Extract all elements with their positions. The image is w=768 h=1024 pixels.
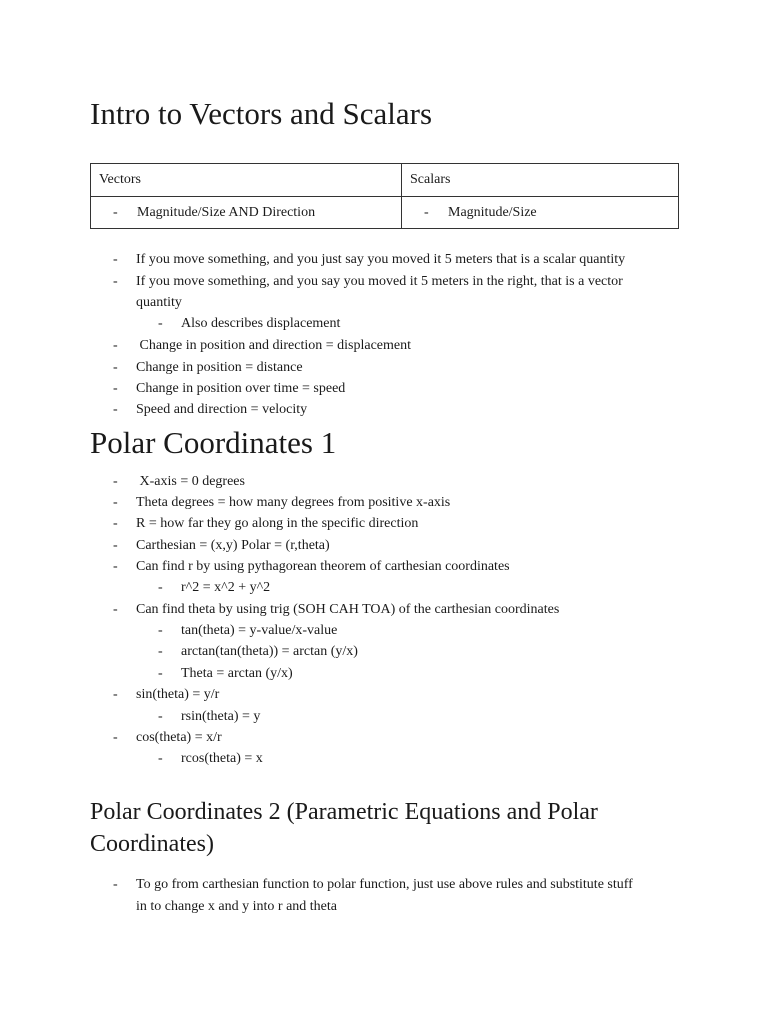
list-item-text: X-axis = 0 degrees [136,474,245,489]
list-item [113,357,303,378]
list-item [158,706,260,727]
bullet-dash: - [113,687,118,702]
list-item-text: Theta degrees = how many degrees from positive x-axis [136,495,451,510]
list-item-text: Also describes displacement [181,316,341,331]
table-header-scalars: Scalars [402,164,679,197]
bullet-dash: - [113,274,118,289]
section-title-polar-coordinates-2 [90,796,690,860]
table-row [91,197,679,229]
list-item-text: Change in position over time = speed [136,381,346,396]
list-item-text: R = how far they go along in the specific direction [136,516,419,531]
section-title-line-1: Polar Coordinates 2 (Parametric Equations and Polar [90,799,598,825]
list-item-text: r^2 = x^2 + y^2 [181,580,271,595]
bullet-dash: - [113,877,118,892]
list-item [158,577,270,598]
bullet-dash: - [113,495,118,510]
vectors-scalars-table [90,163,679,229]
table-cell-scalars-text: Magnitude/Size [448,204,537,220]
list-item-text: Carthesian = (x,y) Polar = (r,theta) [136,538,330,553]
list-item-text: Can find theta by using trig (SOH CAH TOA) of the carthesian coordinates [136,602,560,617]
list-item-continuation [113,896,337,917]
list-item [113,249,625,270]
list-item-text: in to change x and y into r and theta [136,899,337,914]
list-item [113,271,623,292]
bullet-dash: - [113,474,118,489]
list-item [113,492,450,513]
bullet-dash: - [113,402,118,417]
list-item [158,620,337,641]
list-item [113,874,633,895]
section-title-polar-coordinates-1: Polar Coordinates 1 [90,425,337,460]
bullet-dash: - [158,623,163,638]
list-item-continuation [113,292,182,313]
list-item [158,641,358,662]
list-item-text: arctan(tan(theta)) = arctan (y/x) [181,644,358,659]
table-header-vectors: Vectors [91,164,402,197]
bullet-dash: - [113,338,118,353]
list-item [113,599,559,620]
bullet-dash: - [113,559,118,574]
bullet-dash: - [158,580,163,595]
bullet-dash: - [113,516,118,531]
list-item-text: tan(theta) = y-value/x-value [181,623,338,638]
list-item [158,313,340,334]
list-item [113,399,307,420]
bullet-dash: - [113,602,118,617]
list-item-text: To go from carthesian function to polar function, just use above rules and substitute stuff [136,877,633,892]
table-cell-vectors-text: Magnitude/Size AND Direction [137,204,316,220]
bullet-dash: - [113,538,118,553]
list-item-text: Can find r by using pythagorean theorem of carthesian coordinates [136,559,510,574]
list-item-text: If you move something, and you say you moved it 5 meters in the right, that is a vector [136,274,623,289]
bullet-dash: - [158,666,163,681]
list-item-text: cos(theta) = x/r [136,730,222,745]
bullet-dash: - [158,709,163,724]
table-cell-scalars [402,197,679,229]
bullet-dash: - [113,252,118,267]
list-item [113,513,418,534]
list-item [113,535,330,556]
bullet-dash: - [424,204,429,220]
list-item-text: Speed and direction = velocity [136,402,308,417]
list-item-text: quantity [136,295,182,310]
list-item [113,556,510,577]
table-cell-vectors [91,197,402,229]
list-item [158,663,293,684]
bullet-dash: - [158,644,163,659]
list-item-text: rcos(theta) = x [181,751,263,766]
list-item-text: Theta = arctan (y/x) [181,666,293,681]
bullet-dash: - [158,751,163,766]
list-item-text: Change in position = distance [136,360,303,375]
bullet-dash: - [158,316,163,331]
list-item [113,471,245,492]
list-item-text: sin(theta) = y/r [136,687,220,702]
section-title-vectors-scalars: Intro to Vectors and Scalars [90,96,433,131]
section-title-line-2: Coordinates) [90,831,214,857]
list-item [113,378,345,399]
bullet-dash: - [113,204,118,220]
list-item-text: rsin(theta) = y [181,709,261,724]
bullet-dash: - [113,360,118,375]
list-item [113,335,411,356]
bullet-dash: - [113,381,118,396]
list-item [113,727,222,748]
table-header-row [91,164,679,197]
list-item [113,684,219,705]
list-item-text: Change in position and direction = displacement [136,338,412,353]
bullet-dash: - [113,730,118,745]
list-item [158,748,263,769]
list-item-text: If you move something, and you just say you moved it 5 meters that is a scalar quantity [136,252,626,267]
